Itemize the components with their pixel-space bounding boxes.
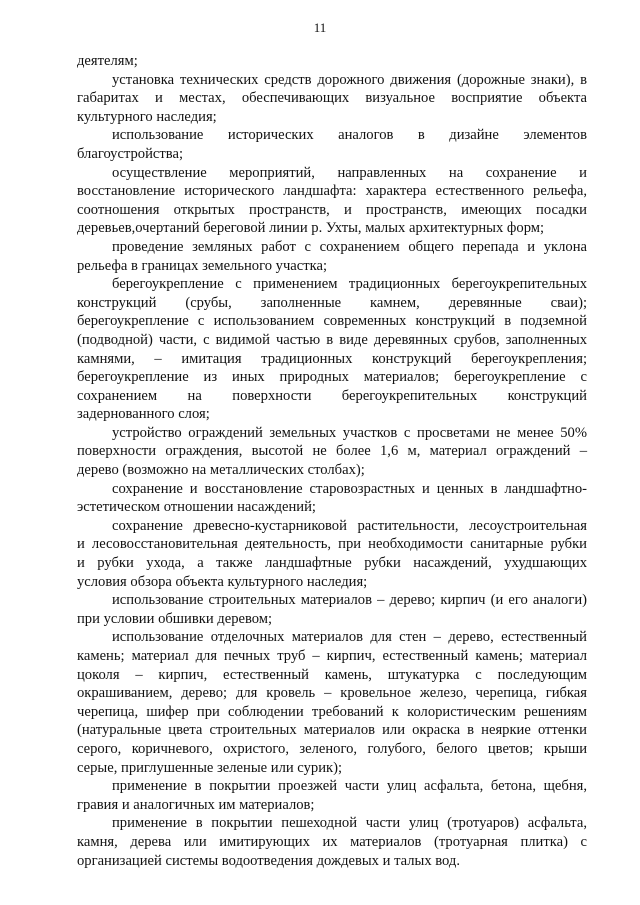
text-line: сохранением на поверхности берегоукрепительных конструкций	[77, 387, 587, 404]
text-line: устройство ограждений земельных участков с просветами не менее 50%	[112, 424, 587, 441]
text-line: гравия и аналогичных им материалов;	[77, 796, 315, 813]
paragraph	[77, 517, 587, 591]
text-line: использование строительных материалов – дерево; кирпич (и его аналоги)	[112, 592, 587, 609]
text-line: камня, дерева или имитирующих их материалов (тротуарная плитка) с	[77, 833, 587, 850]
text-line: рельефа в границах земельного участка;	[77, 257, 328, 274]
text-line: деревьев,очертаний береговой линии р. Ухты, малых архитектурных форм;	[77, 220, 545, 237]
document-body	[77, 52, 587, 870]
paragraph	[77, 777, 587, 814]
text-line: соотношения открытых пространств, и пространств, имеющих посадки	[77, 201, 587, 218]
paragraph	[77, 238, 587, 275]
text-line: берегоукрепление с применением традиционных берегоукрепительных	[112, 276, 587, 293]
text-line: дерево (возможно на металлических столбах);	[77, 462, 365, 479]
text-line: цоколя – кирпич, естественный камень, штукатурка с последующим	[77, 666, 587, 683]
paragraph	[77, 164, 587, 238]
text-line: серые, приглушенные зеленые или сурик);	[77, 759, 343, 776]
text-line: берегоукрепление из иных природных материалов; берегоукрепление с	[77, 369, 587, 386]
paragraph	[77, 628, 587, 777]
text-line: условия обзора объекта культурного наследия;	[77, 573, 368, 590]
paragraph	[77, 71, 587, 127]
text-line: эстетическом отношении насаждений;	[77, 499, 316, 516]
page-number: 11	[313, 20, 327, 35]
paragraph	[77, 814, 587, 870]
text-line: камнями, – имитация традиционных конструкций берегоукрепления;	[77, 350, 587, 367]
text-line: и лесовосстановительная деятельность, при необходимости санитарные рубки	[77, 536, 587, 553]
text-line: благоустройства;	[77, 145, 184, 162]
text-line: применение в покрытии пешеходной части улиц (тротуаров) асфальта,	[112, 815, 587, 832]
text-line: использование исторических аналогов в дизайне элементов	[112, 127, 587, 144]
text-line: проведение земляных работ с сохранением общего перепада и уклона	[112, 238, 587, 255]
text-line: задернованного слоя;	[77, 406, 210, 423]
paragraph	[77, 126, 587, 163]
text-line: конструкций (срубы, заполненные камнем, деревянные сваи);	[77, 294, 587, 311]
text-line: восстановление исторического ландшафта: характера естественного рельефа,	[77, 183, 587, 200]
text-line: габаритах и местах, обеспечивающих визуальное восприятие объекта	[77, 90, 587, 107]
text-line: сохранение и восстановление старовозрастных и ценных в ландшафтно-	[112, 480, 587, 497]
paragraph	[77, 480, 587, 517]
text-line: и рубки ухода, а также ландшафтные рубки насаждений, ухудшающих	[77, 555, 587, 572]
paragraph	[77, 424, 587, 480]
paragraph	[77, 52, 587, 71]
text-line: сохранение древесно-кустарниковой растительности, лесоустроительная	[112, 517, 587, 534]
paragraph	[77, 275, 587, 424]
text-line: берегоукрепление с использованием современных конструкций в подземной	[77, 313, 587, 330]
text-line: при условии обшивки деревом;	[77, 610, 273, 627]
text-line: организацией системы водоотведения дождевых и талых вод.	[77, 852, 461, 869]
text-line: серого, коричневого, охристого, зеленого, голубого, белого цветов; крыши	[77, 740, 587, 757]
text-line: использование отделочных материалов для стен – дерево, естественный	[112, 629, 587, 646]
text-line: черепица, шифер при соблюдении требований к колористическим решениям	[77, 703, 587, 720]
text-line: установка технических средств дорожного движения (дорожные знаки), в	[112, 71, 587, 88]
text-line: культурного наследия;	[77, 108, 217, 125]
paragraph	[77, 591, 587, 628]
text-line: осуществление мероприятий, направленных на сохранение и	[112, 164, 587, 181]
text-line: камень; материал для печных труб – кирпич, естественный камень; материал	[77, 648, 587, 664]
text-line: (подводной) части, с видимой частью в виде деревянных срубов, заполненных	[77, 331, 587, 348]
text-line: (натуральные цвета строительных материалов или окраска в неяркие оттенки	[77, 722, 587, 739]
text-line: деятелям;	[77, 53, 138, 69]
text-line: применение в покрытии проезжей части улиц асфальта, бетона, щебня,	[112, 778, 587, 795]
text-line: поверхности ограждения, высотой не более 1,6 м, материал ограждений –	[77, 443, 587, 460]
text-line: окрашиванием, дерево; для кровель – кровельное железо, черепица, гибкая	[77, 685, 587, 702]
